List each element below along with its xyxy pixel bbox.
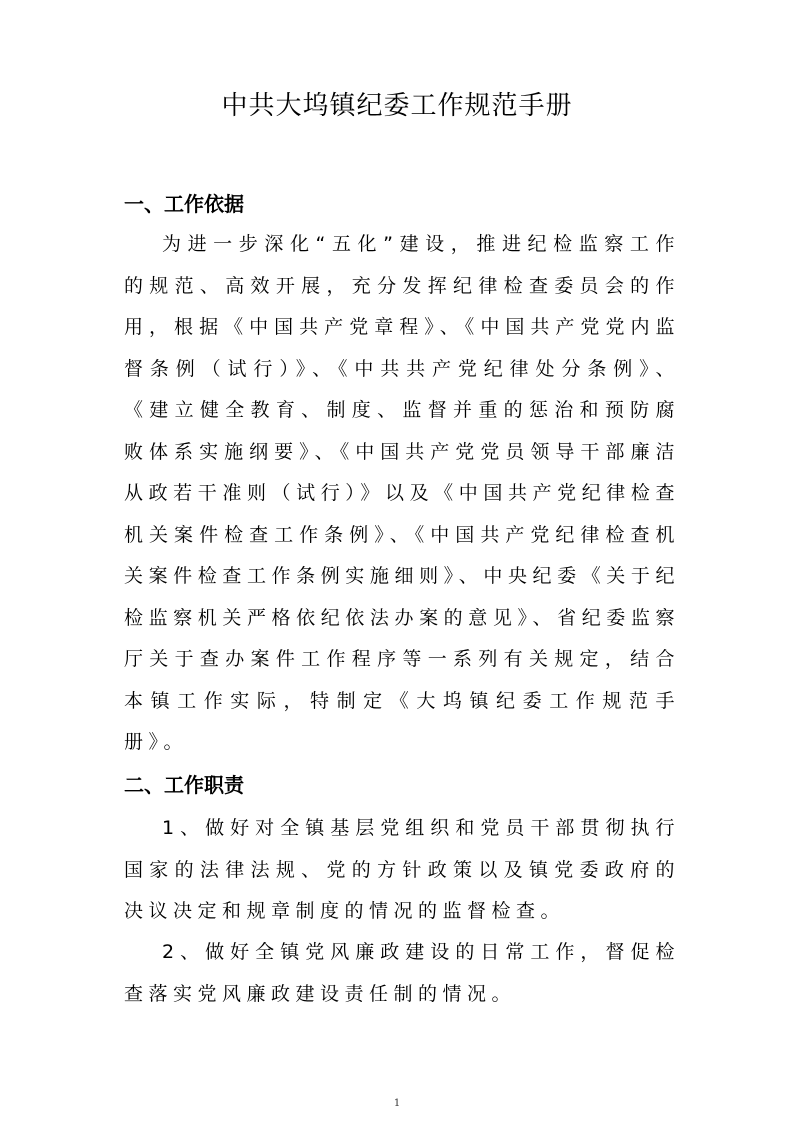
paragraph-duty-1: 1、做好对全镇基层党组织和党员干部贯彻执行国家的法律法规、党的方针政策以及镇党委政府的决议决定和规章制度的情况的监督检查。	[124, 817, 680, 922]
paragraph-work-basis: 为进一步深化“五化”建设，推进纪检监察工作的规范、高效开展，充分发挥纪律检查委员会的作用，根据《中国共产党章程》、《中国共产党党内监督条例（试行）》、《中共共产党纪律处分条例》、《建立健全教育、制度、监督并重的惩治和预防腐败体系实施纲要》、《中国共产党党员领导干部廉洁从政若干准则（试行）》以及《中国共产党纪律检查机关案件检查工作条例》、《中国共产党纪律检查机关案件检查工作条例实施细则》、中央纪委《关于纪检监察机关严格依纪依法办案的意见》、省纪委监察厅关于查办案件工作程序等一系列有关规定，结合本镇工作实际，特制定《大坞镇纪委工作规范手册》。	[124, 233, 680, 753]
section-heading-work-duties: 二、工作职责	[124, 773, 244, 797]
page-number: 1	[393, 1098, 401, 1109]
section-heading-work-basis: 一、工作依据	[124, 192, 244, 216]
document-title: 中共大坞镇纪委工作规范手册	[221, 91, 573, 121]
paragraph-duty-2: 2、做好全镇党风廉政建设的日常工作，督促检查落实党风廉政建设责任制的情况。	[124, 941, 680, 1005]
